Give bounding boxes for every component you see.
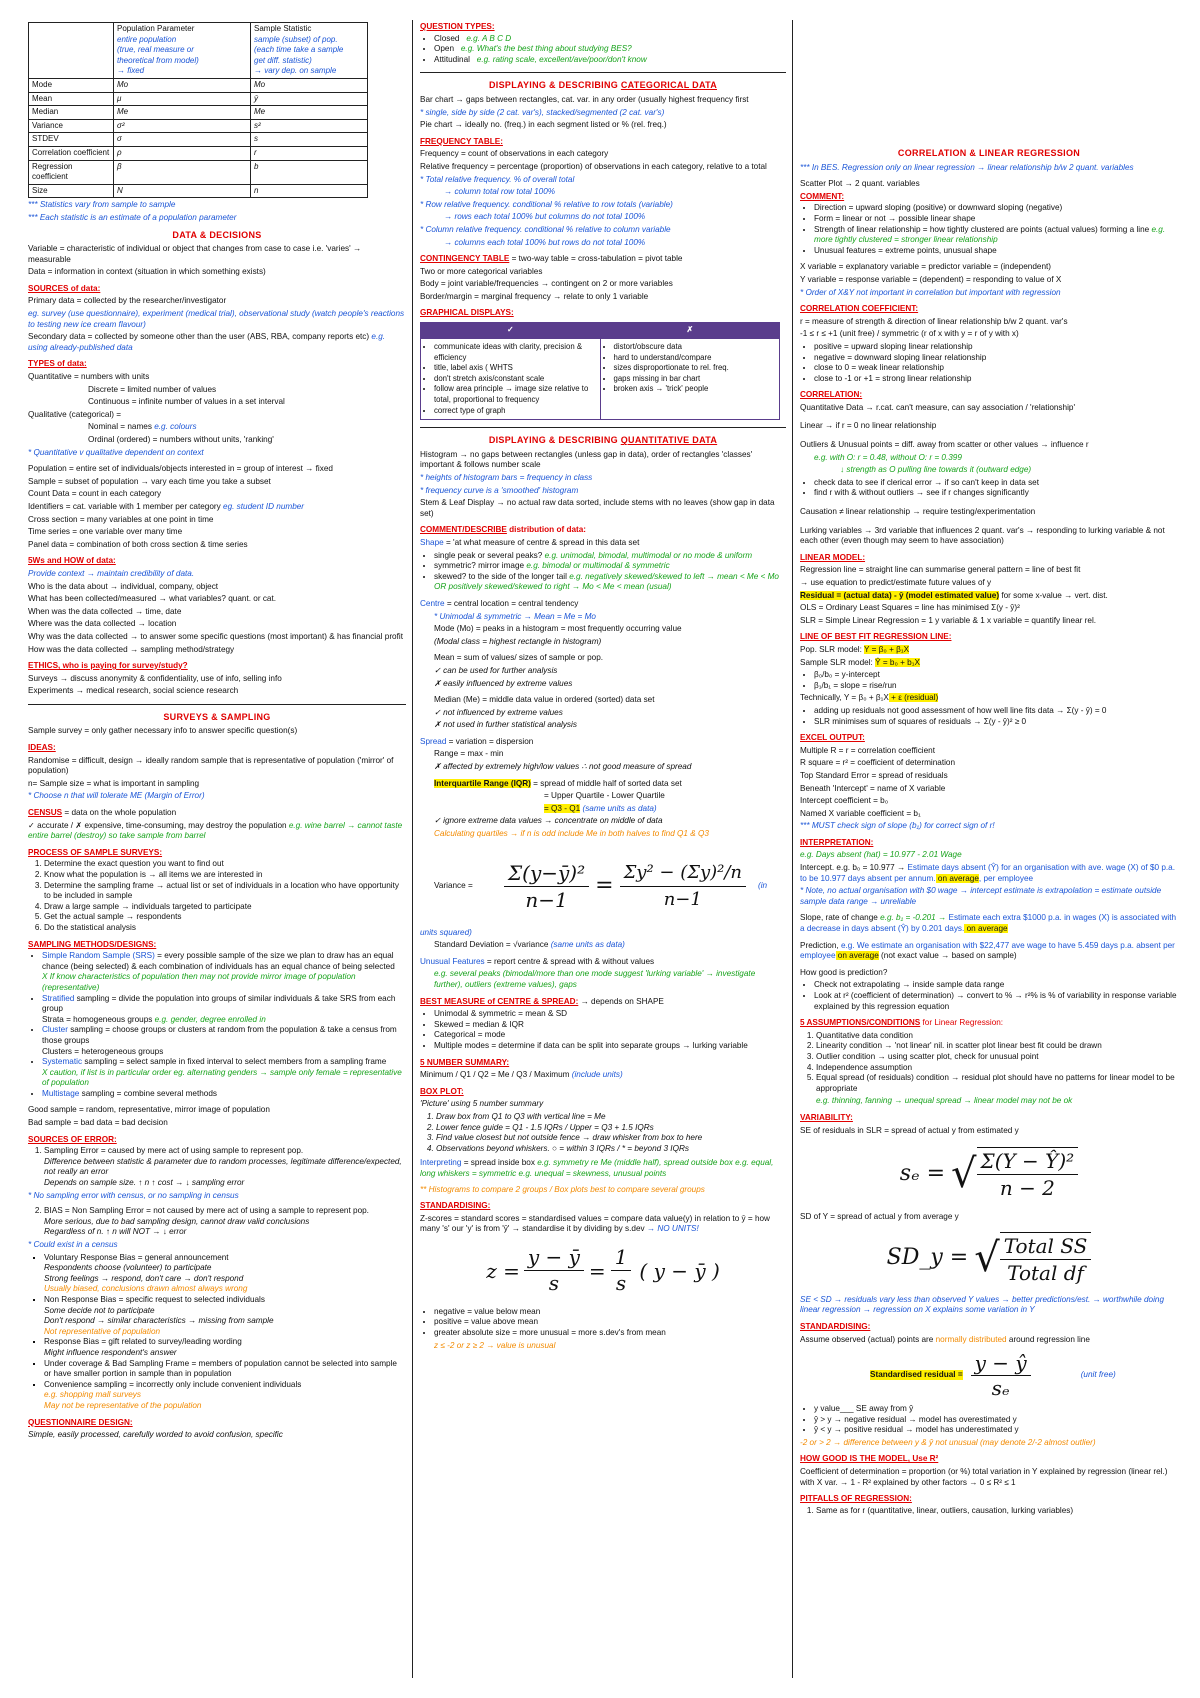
- section-title: CORRELATION & LINEAR REGRESSION: [897, 148, 1081, 158]
- table-cell: Regression coefficient: [29, 160, 114, 184]
- table-cell: STDEV: [29, 133, 114, 147]
- table-cell: Mean: [29, 92, 114, 106]
- sdy-formula: SD_y = √ $\frac{\text{Total SS}}{\text{Total df}}$: [800, 1225, 1178, 1293]
- table-cell: N: [114, 184, 251, 198]
- table-cell: Me: [251, 106, 368, 120]
- table-cell: Variance: [29, 119, 114, 133]
- table-cell: Me: [114, 106, 251, 120]
- table-cell: s²: [251, 119, 368, 133]
- column-divider: [792, 20, 793, 1678]
- list-item: ▪ Convenience sampling = incorrectly only include convenient individuals e.g. shopping mall surveys May not be representative of the population: [44, 1380, 406, 1412]
- table-row: [29, 119, 368, 133]
- table-cell: b: [251, 160, 368, 184]
- list-item: ▪ Non Response Bias = specific request to selected individuals Some decide not to participate Don't respond → similar characteristics → missing from sample Not representative of population: [44, 1295, 406, 1337]
- table-cell: Mode: [29, 78, 114, 92]
- table-cell: n: [251, 184, 368, 198]
- table-cell: Mo: [114, 78, 251, 92]
- table-cell: Mo: [251, 78, 368, 92]
- table-row: [29, 78, 368, 92]
- variance-formula: Variance = $\frac{\text{Σ(y−ȳ)²}}{n-1}$ = $\frac{\text{Σy² − (Σy)²/n}}{n-1}$ (in: [434, 861, 768, 913]
- list-item: ▪ Response Bias = gift related to survey/leading wording Might influence respondent's answer: [44, 1337, 406, 1358]
- table-row: [29, 146, 368, 160]
- column-3: CORRELATION & LINEAR REGRESSION *** In BES. Regression only on linear regression → linear relationship b/w 2 quant. variables Scatter Plot → 2 quant. variables COMMENT: • Direction = upward sloping (positive) or downward sloping (negative) • Form = linear or not → possible linear shape • Strength of linear relationship = how tightly clustered are points (actual values) forming a line e.g. more tightly clustered = stronger linear relationship • Unusual features = extreme points, unusual shape X variable = explanatory variable = predictor variable = (independent) Y variable = response variable = (dependent) = responding to value of X * Order of X&Y not important in correlation but important with regression CORRELATION COEFFICIENT: r = measure of strength & direction of linear relationship b/w 2 quant. var's -1 ≤ r ≤ +1 (unit free) / symmetric (r of x with y = r of y with x) • positive = upward sloping linear relationship • negative = downward sloping linear relationship • close to 0 = weak linear relationship • close to -1 or +1 = strong linear relationship CORRELATION: Quantitative Data → r.cat. can't measure, can say association / 'relationship' Linear → if r = 0 no linear relationship Outliers & Unusual points = diff. away from scatter or other values → influence r e.g. with O: r = 0.48, without O: r = 0.399 ↓ strength as O pulling line towards it (outward edge) • check data to see if clerical error → if so can't keep in data set • find r with & without outliers → see if r changes significantly Causation ≠ linear relationship → require testing/experimentation Lurking variables → 3rd variable that influences 2 quant. var's → responding to lurking variable & not each other (even though may seem to have association) LINEAR MODEL: Regression line = straight line can summarise general pattern = line of best fit → use equation to predict/estimate future values of y Residual = (actual data) - ŷ (model estimated value) for some x-value → vert. dist. OLS = Ordinary Least Squares = line has minimised Σ(y - ŷ)² SLR = Simple Linear Regression = 1 y variable & 1 x variable = quantify linear rel. LINE OF BEST FIT REGRESSION LINE: Pop. SLR model: Y = β₀ + β₁X Sample SLR model: Ŷ = b₀ + b₁X • β₀/b₀ = y-intercept • β₁/b₁ = slope = rise/run Technically, Y = β₀ + β₁X + ε (residual) • adding up residuals not good assessment of how well line fits data → Σ(y - ŷ) = 0 • SLR minimises sum of squares of residuals → Σ(y - ŷ)² ≥ 0 EXCEL OUTPUT: Multiple R = r = correlation coefficient R square = r² = coefficient of determination Top Standard Error = spread of residuals Beneath 'Intercept' = name of X variable Intercept coefficient = b₀ Named X variable coefficient = b₁ *** MUST check sign of slope (b₁) for correct sign of r! INTERPRETATION: e.g. Days absent (hat) = 10.977 - 2.01 Wage Intercept. e.g. b₀ = 10.977 → Estimate days absent (Ŷ) for an organisation with ave. wage (X) of $0 p.a. to be 10.977 days absent per annum. on average, per employee * Note, no actual organisation with $0 wage → intercept estimate is extrapolation = estimate outside sample data range → unreliable Slope, rate of change e.g. b₁ = -0.201 → Estimate each extra $1000 p.a. in wages (X) is associated with a decrease in days absent (Ŷ) by 0.201 days. on average Prediction, e.g. We estimate an organisation with $22,477 ave wage to have 5.459 days p.a. absent per employee on average (not exact value → based on sample) How good is prediction? • Check not extrapolating → inside sample data range • Look at r² (coefficient of determination) → convert to % → r²% is % of variability in response variable explained by this regression equation 5 ASSUMPTIONS/CONDITIONS for Linear Regression: 1. Quantitative data condition 2. Linearity condition → 'not linear' nil. in scatter plot linear best fit could be drawn 3. Outlier condition → using scatter plot, check for unusual point 4. Independence assumption 5. Equal spread (of residuals) condition → residual plot should have no patterns for linear model to be appropriate e.g. thinning, fanning → unequal spread → linear model may not be ok VARIABILITY: SE of residuals in SLR = spread of actual y from estimated y sₑ = √ $\frac{\text{Σ(Y − Ŷ)²}}{n - 2}$ SD of Y = spread of actual y from average y SD_y = √ $\frac{\text{Total SS}}{\text{Total df}}$ SE < SD → residuals vary less than observed Y values → better predictions/est. → worthwhile doing linear regression → regression on X explains some variation in Y STANDARDISING: Assume observed (actual) points are normally distributed around regression line Standardised residual = $\frac{y - ŷ}{\text{sₑ}}$ (unit free) • y value___ SE away from ŷ • ŷ > y → negative residual → model has overestimated y • ŷ < y → positive residual → model has underestimated y -2 or > 2 → difference between y & ŷ not unusual (may denote 2/-2 almost outlier) HOW GOOD IS THE MODEL, Use R² Coefficient of determination = proportion (or %) total variation in Y explained by regression (linear rel.) with X var. → 1 - R² explained by other factors → 0 ≤ R² ≤ 1 PITFALLS OF REGRESSION: 1. Same as for r (quantitative, linear, outliers, causation, lurking variables): [800, 22, 1178, 1517]
- list-item: ▪ Under coverage & Bad Sampling Frame = members of population cannot be selected into sample or have smaller portion in sample than in population: [44, 1359, 406, 1380]
- list-item: ▪ Voluntary Response Bias = general announcement Respondents choose (volunteer) to participate Strong feelings → respond, don't care → don't respond Usually biased, conclusions drawn almost always wrong: [44, 1253, 406, 1295]
- table-cell: s: [251, 133, 368, 147]
- section-title: DATA & DECISIONS: [172, 229, 262, 240]
- table-row: [29, 184, 368, 198]
- table-cell: ρ: [114, 146, 251, 160]
- sample-header: Sample Statistic sample (subset) of pop. (each time take a sample get diff. statistic) → vary dep. on sample: [251, 23, 368, 79]
- table-cell: r: [251, 146, 368, 160]
- population-header: Population Parameter entire population (true, real measure or theoretical from model) → fixed: [114, 23, 251, 79]
- table-cell: β: [114, 160, 251, 184]
- column-2: QUESTION TYPES: • Closed e.g. A B C D • Open e.g. What's the best thing about studying BES? • Attitudinal e.g. rating scale, excellent/ave/poor/don't know DISPLAYING & DESCRIBING CATEGORICAL DATA Bar chart → gaps between rectangles, cat. var. in any order (usually highest frequency first * single, side by side (2 cat. var's), stacked/segmented (2 cat. var's) Pie chart → ideally no. (freq.) in each segment listed or % (rel. freq.) FREQUENCY TABLE: Frequency = count of observations in each category Relative frequency = percentage (proportion) of observations in each category, relative to a total * Total relative frequency. % of overall total → column total row total 100% * Row relative frequency. conditional % relative to row totals (variable) → rows each total 100% but columns do not total 100% * Column relative frequency. conditional % relative to column variable → columns each total 100% but rows do not total 100% CONTINGENCY TABLE = two-way table = cross-tabulation = pivot table Two or more categorical variables Body = joint variable/frequencies → contingent on 2 or more variables Border/margin = marginal frequency → relate to only 1 variable GRAPHICAL DISPLAYS: ✓ ✗ • communicate ideas with clarity, precision & efficiency • title, label axis ( WHTS • don't stretch axis/constant scale • follow area principle → image size relative to total, proportional to frequency • correct type of graph • distort/obscure data • hard to understand/compare • sizes disproportionate to rel. freq. • gaps missing in bar chart • broken axis → 'trick' people DISPLAYING & DESCRIBING QUANTITATIVE DATA Histogram → no gaps between rectangles (unless gap in data), order of rectangles 'classes' important & follows number scale * heights of histogram bars = frequency in class * frequency curve is a 'smoothed' histogram Stem & Leaf Display → no actual raw data sorted, include stems with no leaves (show gap in data set) COMMENT/DESCRIBE distribution of data: Shape = 'at what measure of centre & spread in this data set • single peak or several peaks? e.g. unimodal, bimodal, multimodal or no mode & uniform • symmetric? mirror image e.g. bimodal or multimodal & symmetric • skewed? to the side of the longer tail e.g. negatively skewed/skewed to left → mean < Me < Mo OR positively skewed/skewed to right → Mo < Me < mean (usual) Centre = central location = central tendency * Unimodal & symmetric → Mean = Me = Mo Mode (Mo) = peaks in a histogram = most frequently occurring value (Modal class = highest rectangle in histogram) Mean = sum of values/ sizes of sample or pop. ✓ can be used for further analysis ✗ easily influenced by extreme values Median (Me) = middle data value in ordered (sorted) data set ✓ not influenced by extreme values ✗ not used in further statistical analysis Spread = variation = dispersion Range = max - min ✗ affected by extremely high/low values ∴ not good measure of spread Interquartile Range (IQR) = spread of middle half of sorted data set = Upper Quartile - Lower Quartile = Q3 - Q1 (same units as data) ✓ ignore extreme data values → concentrate on middle of data Calculating quartiles → if n is odd include Me in both halves to find Q1 & Q3 Variance = $\frac{\text{Σ(y−ȳ)²}}{n-1}$ = $\frac{\text{Σy² − (Σy)²/n}}{n-1}$ (in units squared) Standard Deviation = √variance (same units as data) Unusual Features = report centre & spread with & without values e.g. several peaks (bimodal/more than one mode suggest 'lurking variable' → investigate further), outliers (extreme values), gaps BEST MEASURE of CENTRE & SPREAD: → depends on SHAPE • Unimodal & symmetric = mean & SD • Skewed = median & IQR • Categorical = mode • Multiple modes = determine if data can be split into separate groups → lurking variable 5 NUMBER SUMMARY: Minimum / Q1 / Q2 = Me / Q3 / Maximum (include units) BOX PLOT: 'Picture' using 5 number summary 1. Draw box from Q1 to Q3 with vertical line = Me 2. Lower fence guide = Q1 - 1.5 IQRs / Upper = Q3 + 1.5 IQRs 3. Find value closest but not outside fence → draw whisker from box to here 4. Observations beyond whiskers. ○ = within 3 IQRs / * = beyond 3 IQRs Interpreting = spread inside box e.g. symmetry re Me (middle half), spread outside box e.g. equal, long whiskers = symmetric e.g. unequal = skewness, unusual points ** Histograms to compare 2 groups / Box plots best to compare several groups STANDARDISING: Z-scores = standard scores = standardised values = compare data value(y) in relation to ȳ = how many 's' our 'y' is from 'ȳ' → standardise it by dividing by s.dev → NO UNITS! z = $\frac{y - ȳ}{s}$ = $\frac{1}{s}$ ( y − ȳ ) • negative = value below mean • positive = value above mean • greater absolute size = more unusual = more s.dev's from mean z ≤ -2 or z ≥ 2 → value is unusual: [420, 22, 786, 1353]
- table-row: [29, 160, 368, 184]
- column-divider: [412, 20, 413, 1678]
- section-title: SURVEYS & SAMPLING: [163, 711, 271, 722]
- table-cell: μ: [114, 92, 251, 106]
- z-score-formula: z = $\frac{y - ȳ}{s}$ = $\frac{1}{s}$ ( y − ȳ ): [486, 1245, 720, 1296]
- column-1: Population Parameter entire population (true, real measure or theoretical from model) → fixed Sample Statistic sample (subset) of pop. (each time take a sample get diff. statistic) → vary dep. on sample Mode Mo Mo Mean μ ȳ Median Me Me Variance σ² s² STDEV σ s Correlation coefficient ρ r Regression coefficient β b Size N n *** Statistics vary from sample to sample *** Each statistic is an estimate of a population parameter DATA & DECISIONS Variable = characteristic of individual or object that changes from case to case i.e. 'varies' → measurable Data = information in context (situation in which something exists) SOURCES of data: Primary data = collected by the researcher/investigator eg. survey (use questionnaire), experiment (medical trial), observational study (watch people's reactions to testing new ice cream flavour) Secondary data = collected by someone other than the user (ABS, RBA, company reports etc) e.g. using already-published data TYPES of data: Quantitative = numbers with units Discrete = limited number of values Continuous = infinite number of values in a set interval Qualitative (categorical) = Nominal = names e.g. colours Ordinal (ordered) = numbers without units, 'ranking' * Quantitative v qualitative dependent on context Population = entire set of individuals/objects interested in = group of interest → fixed Sample = subset of population → vary each time you take a subset Count Data = count in each category Identifiers = cat. variable with 1 member per category eg. student ID number Cross section = many variables at one point in time Time series = one variable over many time Panel data = combination of both cross section & time series 5Ws and HOW of data: Provide context → maintain credibility of data. Who is the data about → individual, company, object What has been collected/measured → what variables? quant. or cat. When was the data collected → time, date Where was the data collected → location Why was the data collected → to answer some specific questions (most important) & has financial profit How was the data collected → sampling method/strategy ETHICS, who is paying for survey/study? Surveys → discuss anonymity & confidentiality, use of info, selling info Experiments → medical research, social science research SURVEYS & SAMPLING Sample survey = only gather necessary info to answer specific question(s) IDEAS: Randomise = difficult, design → ideally random sample that is representative of population ('mirror' of population) n= Sample size = what is important in sampling * Choose n that will tolerate ME (Margin of Error) CENSUS = data on the whole population ✓ accurate / ✗ expensive, time-consuming, may destroy the population e.g. wine barrel → cannot taste entire barrel (destroy) so take sample from barrel PROCESS OF SAMPLE SURVEYS: 1. Determine the exact question you want to find out 2. Know what the population is → all items we are interested in 3. Determine the sampling frame → actual list or set of individuals in a location who have opportunity to be included in sample 4. Draw a large sample → individuals targeted to participate 5. Get the actual sample → respondents 6. Do the statistical analysis SAMPLING METHODS/DESIGNS: • Simple Random Sample (SRS) = every possible sample of the size we plan to draw has an equal chance (being selected) & each combination of individuals has an equal chance of being selected X If know characteristics of population then may not provide mirror image of population (representative) • Stratified sampling = divide the population into groups of similar individuals & take SRS from each group Strata = homogeneous groups e.g. gender, degree enrolled in • Cluster sampling = choose groups or clusters at random from the population & take a census from those groups Clusters = heterogeneous groups • Systematic sampling = select sample in fixed interval to select members from a sampling frame X caution, if list is in particular order eg. alternating genders → sample only female = representative of population • Multistage sampling = combine several methods Good sample = random, representative, mirror image of population Bad sample = bad data = bad decision SOURCES OF ERROR: 1. Sampling Error = caused by mere act of using sample to represent pop. Difference between statistic & parameter due to random processes, legitimate difference/expected, not really an error Depends on sample size. ↑ n ↑ cost → ↓ sampling error * No sampling error with census, or no sampling in census 2. BIAS = Non Sampling Error = not caused by mere act of using a sample to represent pop. More serious, due to bad sampling design, cannot draw valid conclusions Regardless of n. ↑ n will NOT → ↓ error * Could exist in a census ▪ Voluntary Response Bias = general announcement Respondents choose (volunteer) to participate Strong feelings → respond, don't care → don't respond Usually biased, conclusions drawn almost always wrong ▪ Non Response Bias = specific request to selected individuals Some decide not to participate Don't respond → similar characteristics → missing from sample Not representative of population ▪ Response Bias = gift related to survey/leading wording Might influence respondent's answer ▪ Under coverage & Bad Sampling Frame = members of population cannot be selected into sample or have smaller portion in sample than in population ▪ Convenience sampling = incorrectly only include convenient individuals e.g. shopping mall surveys May not be representative of the population QUESTIONNAIRE DESIGN: Simple, easily processed, carefully worded to avoid confusion, specific: [28, 22, 406, 1443]
- standardised-residual-formula: Standardised residual = $\frac{y - ŷ}{\text{sₑ}}$ (unit free): [870, 1350, 1116, 1400]
- table-row: [29, 92, 368, 106]
- table-cell: ȳ: [251, 92, 368, 106]
- table-cell: Correlation coefficient: [29, 146, 114, 160]
- parameter-statistic-table: [28, 22, 368, 198]
- table-row: [29, 106, 368, 120]
- table-row: [29, 133, 368, 147]
- table-cell: Median: [29, 106, 114, 120]
- table-cell: Size: [29, 184, 114, 198]
- table-cell: σ²: [114, 119, 251, 133]
- table-cell: σ: [114, 133, 251, 147]
- se-formula: sₑ = √ $\frac{\text{Σ(Y − Ŷ)²}}{n - 2}$: [800, 1138, 1178, 1210]
- graphical-displays-table: ✓ ✗ • communicate ideas with clarity, precision & efficiency • title, label axis ( WHTS • don't stretch axis/constant scale • follow area principle → image size relative to total, proportional to frequency • correct type of graph • distort/obscure data • hard to understand/compare • sizes disproportionate to rel. freq. • gaps missing in bar chart • broken axis → 'trick' people: [420, 322, 780, 420]
